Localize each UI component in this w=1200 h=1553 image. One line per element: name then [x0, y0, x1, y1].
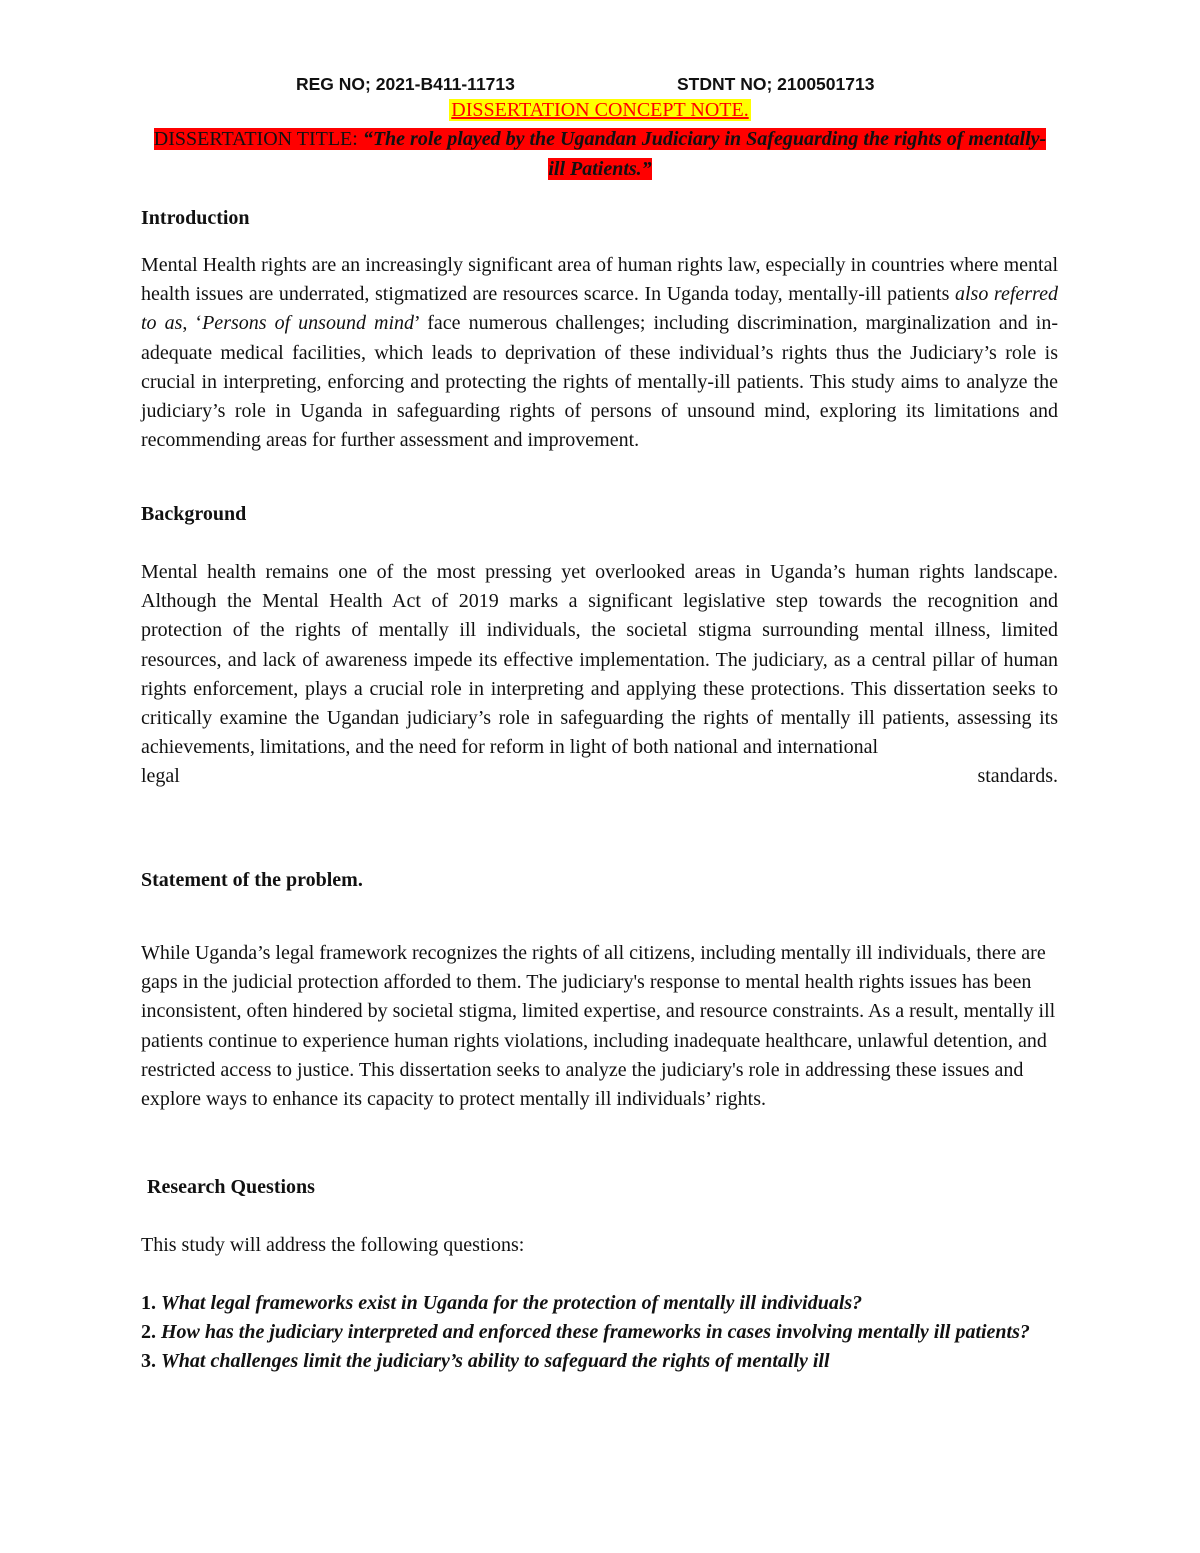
research-questions-intro: This study will address the following questions: — [141, 1234, 525, 1256]
document-header — [0, 74, 1200, 98]
research-questions-list — [141, 1289, 1058, 1377]
statement-paragraph: While Uganda’s legal framework recognizes the rights of all citizens, including mentally ill individuals, there are gaps in the judicial protection afforded to them. The judiciary's response to mental health rights issues has been inconsistent, often hindered by societal stigma, limited expertise, and resource constraints. As a result, mentally ill patients continue to experience human rights violations, including inadequate healthcare, unlawful detention, and restricted access to justice. This dissertation seeks to analyze the judiciary's role in addressing these issues and explore ways to enhance its capacity to protect mentally ill individuals’ rights. — [141, 942, 1056, 1111]
background-heading: Background — [141, 503, 247, 525]
list-item: 3. What challenges limit the judiciary’s ability to safeguard the rights of mentally ill — [141, 1350, 830, 1373]
introduction-paragraph: Mental Health rights are an increasingly significant area of human rights law, especially in countries where mental health issues are underrated, stigmatized are resources scarce. In Uganda today, mentally-ill patients also referred to as, ‘Persons of unsound mind’ face numerous challenges; including discrimination, marginalization and in-adequate medical facilities, which leads to deprivation of these individual’s rights thus the Judiciary’s role is crucial in interpreting, enforcing and protecting the rights of mentally-ill patients. This study aims to analyze the judiciary’s role in Uganda in safeguarding rights of persons of unsound mind, exploring its limitations and recommending areas for further assessment and improvement. — [141, 254, 1058, 452]
title-label: DISSERTATION TITLE: — [153, 128, 363, 150]
statement-heading: Statement of the problem. — [141, 869, 363, 891]
title-text: “The role played by the Ugandan Judiciary in Safeguarding the rights of mentally-ill Patients.” — [362, 128, 1047, 180]
reg-number: REG NO; 2021-B411-11713 — [296, 74, 515, 94]
introduction-heading: Introduction — [141, 207, 250, 229]
background-paragraph: Mental health remains one of the most pressing yet overlooked areas in Uganda’s human rights landscape. Although the Mental Health Act of 2019 marks a significant legislative step towards the recognition and protection of the rights of mentally ill individuals, the societal stigma surrounding mental illness, limited resources, and lack of awareness impede its effective implementation. The judiciary, as a central pillar of human rights enforcement, plays a crucial role in interpreting and applying these protections. This dissertation seeks to critically examine the Ugandan judiciary’s role in safeguarding the rights of mentally ill patients, assessing its achievements, limitations, and the need for reform in light of both national and international legal standards. — [141, 561, 1058, 788]
student-number: STDNT NO; 2100501713 — [677, 74, 875, 94]
concept-note-heading — [0, 98, 1200, 122]
research-questions-heading: Research Questions — [147, 1176, 315, 1198]
concept-note-text: DISSERTATION CONCEPT NOTE. — [451, 99, 749, 121]
list-item: 2. How has the judiciary interpreted and enforced these frameworks in cases involving mentally ill patients? — [141, 1321, 1030, 1344]
dissertation-title — [150, 124, 1050, 184]
list-item: 1. What legal frameworks exist in Uganda for the protection of mentally ill individuals? — [141, 1292, 863, 1314]
